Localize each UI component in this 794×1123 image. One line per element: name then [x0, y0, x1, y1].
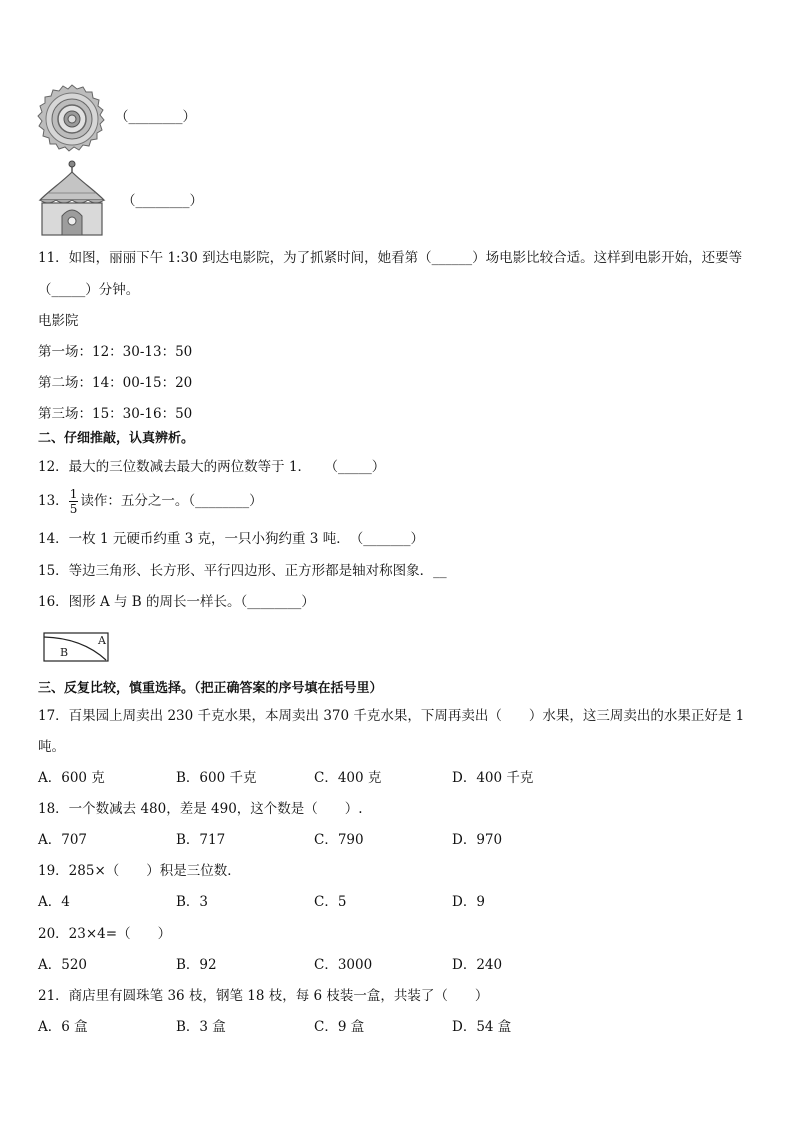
fraction-one-fifth — [69, 487, 79, 516]
q20-option-c[interactable]: C．3000 — [314, 957, 373, 973]
item1-answer-blank[interactable]: （________） — [115, 109, 196, 125]
q17-option-c[interactable]: C．400 克 — [314, 770, 382, 786]
q12: 12．最大的三位数减去最大的两位数等于 1． （_____） — [38, 459, 386, 475]
label-b: B — [60, 646, 69, 659]
q20-option-d[interactable]: D．240 — [452, 957, 503, 973]
q18-option-c[interactable]: C．790 — [314, 832, 364, 848]
q13-text: 读作：五分之一。（________） — [80, 493, 263, 509]
q19-option-b[interactable]: B．3 — [176, 894, 209, 910]
q21-option-d[interactable]: D．54 盒 — [452, 1019, 512, 1035]
q19-option-a[interactable]: A．4 — [38, 894, 70, 910]
schedule-row-3: 第三场：15：30-16：50 — [38, 406, 193, 422]
q18-option-b[interactable]: B．717 — [176, 832, 226, 848]
schedule-row-2: 第二场：14：00-15：20 — [38, 375, 193, 391]
q20-stem: 20．23×4=（ ） — [38, 926, 172, 942]
tree-rings-icon — [36, 83, 108, 155]
schedule-row-1: 第一场：12：30-13：50 — [38, 344, 193, 360]
section2-title: 二、仔细推敲，认真辨析。 — [38, 431, 195, 446]
q18-option-a[interactable]: A．707 — [38, 832, 88, 848]
q11-line1: 11．如图，丽丽下午 1:30 到达电影院，为了抓紧时间，她看第（______）场电影比较合适。这样到电影开始，还要等 — [38, 250, 743, 266]
q13-number: 13． — [38, 493, 69, 509]
section3-title: 三、反复比较，慎重选择。（把正确答案的序号填在括号里） — [38, 681, 383, 696]
q17-stem: 17．百果园上周卖出 230 千克水果，本周卖出 370 千克水果，下周再卖出（ ）水果，这三周卖出的水果正好是 1 — [38, 708, 745, 724]
q19-option-d[interactable]: D．9 — [452, 894, 485, 910]
q19-stem: 19．285×（ ）积是三位数． — [38, 863, 241, 879]
item2-answer-blank[interactable]: （________） — [122, 193, 203, 209]
tent-house-icon — [36, 160, 108, 238]
cinema-title: 电影院 — [38, 313, 79, 329]
q19-option-c[interactable]: C．5 — [314, 894, 347, 910]
q21-option-b[interactable]: B．3 盒 — [176, 1019, 226, 1035]
shape-a-b-figure — [42, 630, 112, 664]
label-a: A — [98, 634, 106, 647]
q17-option-d[interactable]: D．400 千克 — [452, 770, 534, 786]
q18-option-d[interactable]: D．970 — [452, 832, 503, 848]
q16: 16．图形 A 与 B 的周长一样长。（________） — [38, 594, 315, 610]
q17-option-b[interactable]: B．600 千克 — [176, 770, 257, 786]
q17-stem-cont: 吨。 — [38, 739, 65, 755]
q17-option-a[interactable]: A．600 克 — [38, 770, 105, 786]
q18-stem: 18．一个数减去 480，差是 490，这个数是（ ）. — [38, 801, 363, 817]
q20-option-a[interactable]: A．520 — [38, 957, 88, 973]
q11-line2: （_____）分钟。 — [38, 282, 140, 298]
q15: 15．等边三角形、长方形、平行四边形、正方形都是轴对称图象．__ — [38, 563, 447, 579]
q20-option-b[interactable]: B．92 — [176, 957, 217, 973]
q14: 14．一枚 1 元硬币约重 3 克，一只小狗约重 3 吨． （_______） — [38, 531, 424, 547]
q13 — [38, 484, 263, 518]
fraction-numerator: 1 — [69, 487, 78, 501]
q21-stem: 21．商店里有圆珠笔 36 枝，钢笔 18 枝，每 6 枝装一盒，共装了（ ） — [38, 988, 489, 1004]
q21-option-a[interactable]: A．6 盒 — [38, 1019, 88, 1035]
fraction-denominator: 5 — [69, 502, 78, 516]
q21-option-c[interactable]: C．9 盒 — [314, 1019, 365, 1035]
